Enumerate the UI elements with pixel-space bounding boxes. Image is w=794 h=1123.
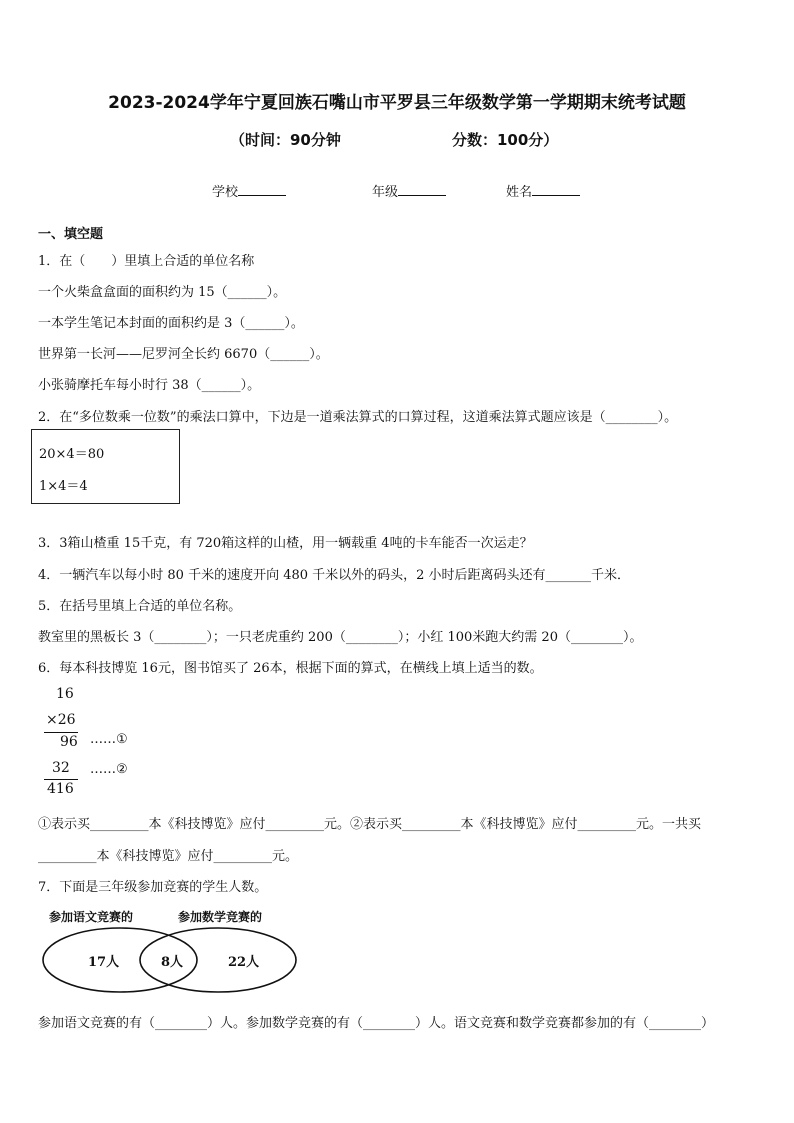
grade-field [372, 181, 446, 200]
name-blank [532, 183, 580, 196]
mult-rule-2 [44, 779, 78, 780]
name-field [506, 181, 580, 200]
q5-stem: 5．在括号里填上合适的单位名称。 [38, 599, 242, 614]
q1-b: 一本学生笔记本封面的面积约是 3（______）。 [38, 316, 304, 331]
school-label: 学校 [212, 185, 239, 200]
q5-body: 教室里的黑板长 3（________）；一只老虎重约 200（________）；小红 100米跑大约需 20（________）。 [38, 630, 643, 645]
exam-time: （时间：90分钟 [230, 131, 341, 149]
page-title: 2023-2024学年宁夏回族石嘴山市平罗县三年级数学第一学期期末统考试题 [108, 93, 686, 113]
q6-line-2: _________本《科技博览》应付_________元。 [38, 849, 299, 864]
q1-a: 一个火柴盒盒面的面积约为 15（______）。 [38, 285, 287, 300]
venn-count-chinese-only: 17人 [88, 955, 120, 970]
partial-product-2: 32 [52, 760, 70, 776]
q1-stem: 1．在（ ）里填上合适的单位名称 [38, 254, 255, 269]
q3-text: 3．3箱山楂重 15千克，有 720箱这样的山楂，用一辆载重 4吨的卡车能否一次运走？ [38, 536, 533, 551]
section-heading: 一、填空题 [38, 227, 104, 242]
calc-line-1: 20×4＝80 [39, 447, 105, 462]
venn-label-chinese: 参加语文竞赛的 [49, 910, 134, 924]
q6-line-1: ①表示买_________本《科技博览》应付_________元。②表示买_________本《科技博览》应付_________元。一共买 [38, 817, 702, 832]
q2-stem: 2．在“多位数乘一位数”的乘法口算中，下边是一道乘法算式的口算过程，这道乘法算式题应该是（________）。 [38, 410, 678, 425]
q4-text: 4．一辆汽车以每小时 80 千米的速度开向 480 千米以外的码头，2 小时后距离码头还有_______千米． [38, 568, 631, 583]
partial-product-1: 96 [60, 734, 78, 750]
grade-label: 年级 [372, 185, 399, 200]
mult-factor-2: ×26 [46, 712, 76, 728]
q7-stem: 7．下面是三年级参加竞赛的学生人数。 [38, 880, 268, 895]
venn-count-math-only: 22人 [228, 955, 260, 970]
partial-note-1: ……① [90, 732, 128, 747]
exam-score: 分数：100分） [452, 131, 559, 149]
calc-line-2: 1×4＝4 [39, 479, 88, 494]
q6-stem: 6．每本科技博览 16元，图书馆买了 26本，根据下面的算式，在横线上填上适当的数。 [38, 661, 543, 676]
q7-answer: 参加语文竞赛的有（________）人。参加数学竞赛的有（________）人。语文竞赛和数学竞赛都参加的有（________） [38, 1016, 715, 1031]
venn-count-both: 8人 [161, 955, 184, 970]
name-label: 姓名 [506, 185, 533, 200]
q1-d: 小张骑摩托车每小时行 38（______）。 [38, 378, 261, 393]
grade-blank [398, 183, 446, 196]
partial-note-2: ……② [90, 762, 128, 777]
mult-factor-1: 16 [56, 686, 74, 702]
venn-label-math: 参加数学竞赛的 [178, 910, 263, 924]
school-field [212, 181, 286, 200]
calc-box [31, 429, 180, 504]
q1-c: 世界第一长河——尼罗河全长约 6670（______）。 [38, 347, 329, 362]
mult-rule-1 [44, 732, 78, 733]
school-blank [238, 183, 286, 196]
mult-result: 416 [47, 781, 74, 797]
